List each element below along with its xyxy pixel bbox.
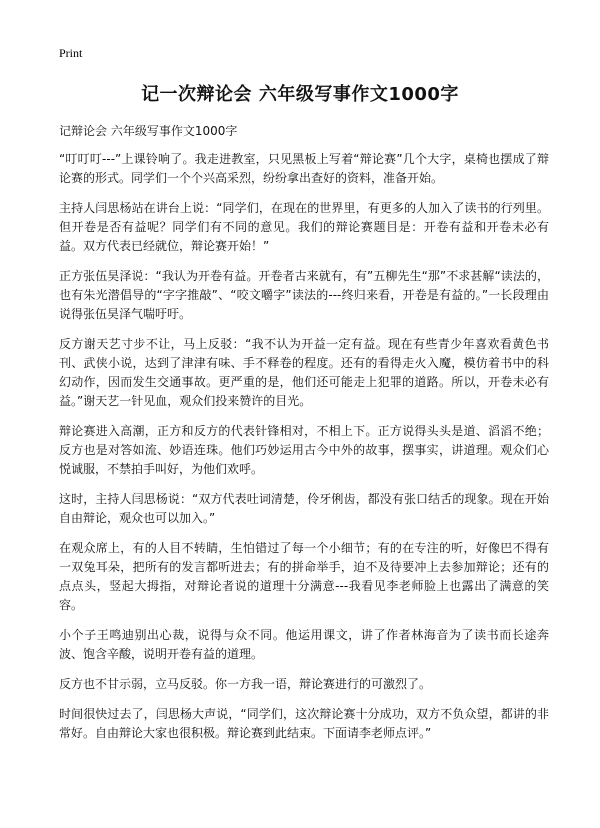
document-title: 记一次辩论会 六年级写事作文1000字 bbox=[141, 84, 459, 105]
paragraph: “叮叮叮---”上课铃响了。我走进教室，只见黑板上写着“辩论赛”几个大字，桌椅也摆成了辩论赛的形式。同学们一个个兴高采烈，纷纷拿出查好的资料，准备开始。 bbox=[59, 152, 549, 185]
paragraph: 时间很快过去了，闫思杨大声说，“同学们，这次辩论赛十分成功，双方不负众望，都讲的非常好。自由辩论大家也很积极。辩论赛到此结束。下面请李老师点评。” bbox=[59, 707, 549, 740]
paragraph: 这时，主持人闫思杨说：“双方代表吐词清楚，伶牙俐齿，都没有张口结舌的现象。现在开始自由辩论，观众也可以加入。” bbox=[59, 492, 549, 525]
paragraph: 主持人闫思杨站在讲台上说：“同学们，在现在的世界里，有更多的人加入了读书的行列里。但开卷是否有益呢？同学们有不同的意见。我们的辩论赛题目是：开卷有益和开卷未必有益。双方代表已经就位，辩论赛开始！” bbox=[59, 201, 549, 253]
paragraph: 反方谢天艺寸步不让，马上反驳：“我不认为开益一定有益。现在有些青少年喜欢看黄色书刊、武侠小说，达到了津津有味、手不释卷的程度。还有的看得走火入魔，模仿着书中的科幻动作，因而发生交通事故。更严重的是，他们还可能走上犯罪的道路。所以，开卷未必有益。”谢天艺一针见血，观众们投来赞许的目光。 bbox=[59, 337, 549, 408]
paragraph: 反方也不甘示弱，立马反驳。你一方我一语，辩论赛进行的可激烈了。 bbox=[59, 677, 432, 691]
paragraph: 小个子王鸣迪别出心裁，说得与众不同。他运用课文，讲了作者林海音为了读书而长途奔波、饱含辛酸，说明开卷有益的道理。 bbox=[59, 628, 549, 661]
document-subtitle: 记辩论会 六年级写事作文1000字 bbox=[59, 124, 238, 138]
paragraph: 正方张伍昊泽说：“我认为开卷有益。开卷者古来就有，有”五柳先生“那”不求甚解“读法的，也有朱光潜倡导的“字字推敲”、“咬文嚼字”读法的---终归来看，开卷是有益的。”一长段理由说得张伍昊泽气喘吁吁。 bbox=[59, 269, 549, 321]
print-label: Print bbox=[59, 46, 83, 60]
article-body bbox=[59, 150, 549, 754]
paragraph: 辩论赛进入高潮，正方和反方的代表针锋相对，不相上下。正方说得头头是道、滔滔不绝；反方也是对答如流、妙语连珠。他们巧妙运用古今中外的故事，摆事实，讲道理。观众们心悦诚服，不禁拍手叫好，为他们欢呼。 bbox=[59, 424, 549, 476]
paragraph: 在观众席上，有的人目不转睛，生怕错过了每一个小细节；有的在专注的听，好像巴不得有一双兔耳朵，把所有的发言都听进去；有的拼命举手，迫不及待要冲上去参加辩论；还有的点点头，竖起大拇指，对辩论者说的道理十分满意---我看见李老师脸上也露出了满意的笑容。 bbox=[59, 541, 549, 612]
